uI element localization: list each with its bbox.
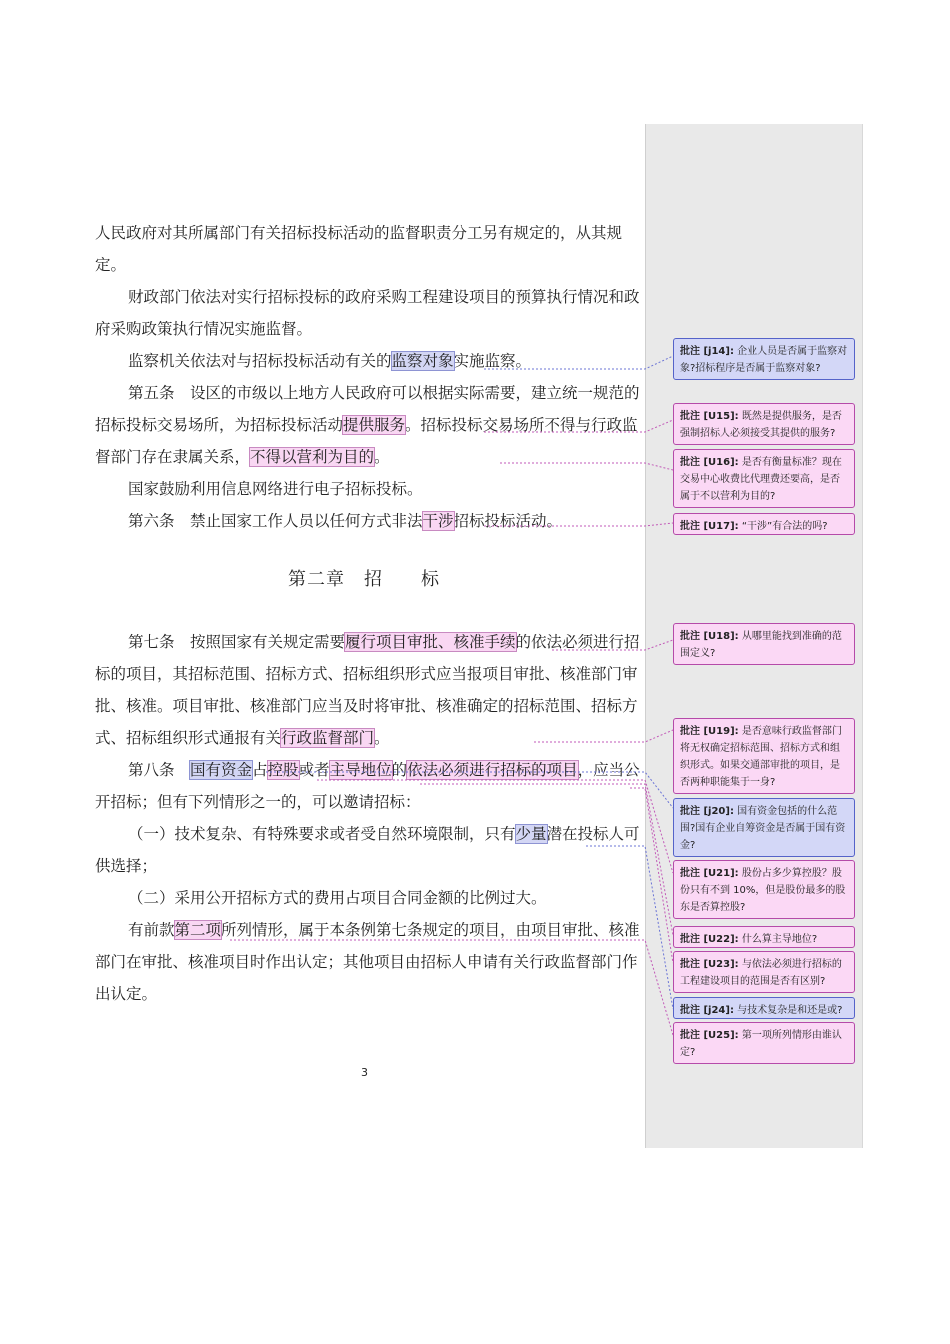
text-run: ，应当公开招标；但有下列情形之一的，可以邀请招标： — [95, 761, 640, 811]
highlight-jiancha-duixiang[interactable]: 监察对象 — [391, 352, 454, 370]
comment-j14[interactable] — [673, 338, 855, 380]
paragraph-article-7 — [95, 626, 640, 754]
highlight-tigong-fuwu[interactable]: 提供服务 — [343, 416, 406, 434]
comment-u18[interactable] — [673, 623, 855, 665]
comment-text: 国有资金包括的什么范围?国有企业自筹资金是否属于国有资金? — [680, 806, 846, 851]
highlight-lvxing-shenpi[interactable]: 履行项目审批、核准手续 — [345, 633, 516, 651]
comment-tag: 批注 [U15]: — [680, 411, 739, 422]
comment-u16[interactable] — [673, 449, 855, 508]
comment-tag: 批注 [U19]: — [680, 726, 739, 737]
text-run: 监察机关依法对与招标投标活动有关的 — [128, 352, 392, 370]
comment-text: “干涉”有合法的吗? — [738, 521, 828, 532]
comment-text: 既然是提供服务，是否强制招标人必须接受其提供的服务? — [680, 411, 842, 439]
text-run: 第七条 按照国家有关规定需要 — [128, 633, 346, 651]
comment-u23[interactable] — [673, 951, 855, 993]
text-run: 第八条 — [128, 761, 191, 779]
highlight-ganshe[interactable]: 干涉 — [422, 512, 454, 530]
text-run: 潜在投标人可供选择； — [95, 825, 640, 875]
paragraph-article-6 — [95, 505, 640, 537]
comment-tag: 批注 [U16]: — [680, 457, 739, 468]
comment-text: 股份占多少算控股？股份只有不到 10%，但是股份最多的股东是否算控股? — [680, 868, 846, 913]
paragraph-1: 人民政府对其所属部门有关招标投标活动的监督职责分工另有规定的，从其规定。 — [95, 224, 623, 274]
highlight-dierxiang[interactable]: 第二项 — [174, 921, 222, 939]
highlight-zhudao-diwei[interactable]: 主导地位 — [329, 761, 392, 779]
text-run: 第六条 禁止国家工作人员以任何方式非法 — [128, 512, 423, 530]
highlight-guoyou-zijin[interactable]: 国有资金 — [190, 761, 253, 779]
text-run: 。 — [374, 448, 390, 466]
comment-text: 与技术复杂是和还是或? — [733, 1005, 843, 1016]
comment-text: 与依法必须进行招标的工程建设项目的范围是否有区别? — [680, 959, 842, 987]
highlight-shaoliang[interactable]: 少量 — [515, 825, 547, 843]
comment-u17[interactable] — [673, 513, 855, 535]
text-run: 所列情形，属于本条例第七条规定的项目，由项目审批、核准部门在审批、核准项目时作出认定；其他项目由招标人申请有关行政监督部门作出认定。 — [95, 921, 640, 1003]
comment-text: 第一项所列情形由谁认定? — [680, 1030, 842, 1058]
comment-tag: 批注 [U17]: — [680, 521, 739, 532]
comment-u25[interactable] — [673, 1022, 855, 1064]
text-run: 的依法必须进行招标的项目，其招标范围、招标方式、招标组织形式应当报项目审批、核准部门审批、核准。项目审批、核准部门应当及时将审批、核准确定的招标范围、招标方式、招标组织形式通报有关 — [95, 633, 640, 747]
highlight-bude-yingli[interactable]: 不得以营利为目的 — [250, 448, 375, 466]
comment-j20[interactable] — [673, 798, 855, 857]
chapter-title: 第二章 招 标 — [288, 569, 440, 590]
paragraph-item-2: （二）采用公开招标方式的费用占项目合同金额的比例过大。 — [128, 889, 547, 907]
comment-tag: 批注 [j14]: — [680, 346, 734, 357]
text-run: 有前款 — [128, 921, 175, 939]
comment-text: 是否有衡量标准？现在交易中心收费比代理费还要高，是否属于不以营利为目的? — [680, 457, 842, 502]
paragraph-final — [95, 914, 640, 1010]
comment-tag: 批注 [j20]: — [680, 806, 734, 817]
body-section-1 — [95, 217, 640, 537]
body-section-2 — [95, 626, 640, 1010]
text-run: 实施监察。 — [453, 352, 532, 370]
text-run: 招标投标活动。 — [453, 512, 563, 530]
comment-u15[interactable] — [673, 403, 855, 445]
highlight-xingzheng-jiandu[interactable]: 行政监督部门 — [281, 729, 375, 747]
comment-tag: 批注 [U22]: — [680, 934, 739, 945]
comment-tag: 批注 [U25]: — [680, 1030, 739, 1041]
comment-tag: 批注 [j24]: — [680, 1005, 734, 1016]
paragraph-article-8 — [95, 754, 640, 818]
paragraph-article-5 — [95, 377, 640, 473]
comment-tag: 批注 [U23]: — [680, 959, 739, 970]
text-run: 。招标投标交易场所不得与行政监督部门存在隶属关系， — [95, 416, 638, 466]
paragraph-5: 国家鼓励利用信息网络进行电子招标投标。 — [128, 480, 423, 498]
comment-tag: 批注 [U18]: — [680, 631, 739, 642]
comment-text: 是否意味行政监督部门将无权确定招标范围、招标方式和组织形式。如果交通部审批的项目，是否两种职能集于一身? — [680, 726, 842, 788]
page-number: 3 — [361, 1066, 368, 1079]
comment-j24[interactable] — [673, 997, 855, 1019]
comment-u19[interactable] — [673, 718, 855, 794]
comment-u21[interactable] — [673, 860, 855, 919]
text-run: 或者 — [298, 761, 330, 779]
comment-text: 企业人员是否属于监察对象?招标程序是否属于监察对象? — [680, 346, 848, 374]
text-run: 。 — [374, 729, 390, 747]
comment-text: 从哪里能找到准确的范围定义? — [680, 631, 842, 659]
text-run: （一）技术复杂、有特殊要求或者受自然环境限制，只有 — [128, 825, 516, 843]
text-run: 第五条 设区的市级以上地方人民政府可以根据实际需要，建立统一规范的招标投标交易场所，为招标投标活动 — [95, 384, 640, 434]
paragraph-item-1 — [95, 818, 640, 882]
comment-tag: 批注 [U21]: — [680, 868, 739, 879]
highlight-konggu[interactable]: 控股 — [267, 761, 299, 779]
comment-text: 什么算主导地位? — [738, 934, 818, 945]
paragraph-2: 财政部门依法对实行招标投标的政府采购工程建设项目的预算执行情况和政府采购政策执行情况实施监督。 — [95, 288, 640, 338]
text-run: 占 — [252, 761, 268, 779]
text-run: 的 — [391, 761, 408, 779]
highlight-yifa-bixu[interactable]: 依法必须进行招标的项目 — [407, 761, 578, 779]
paragraph-3 — [95, 345, 640, 377]
comment-u22[interactable] — [673, 926, 855, 948]
